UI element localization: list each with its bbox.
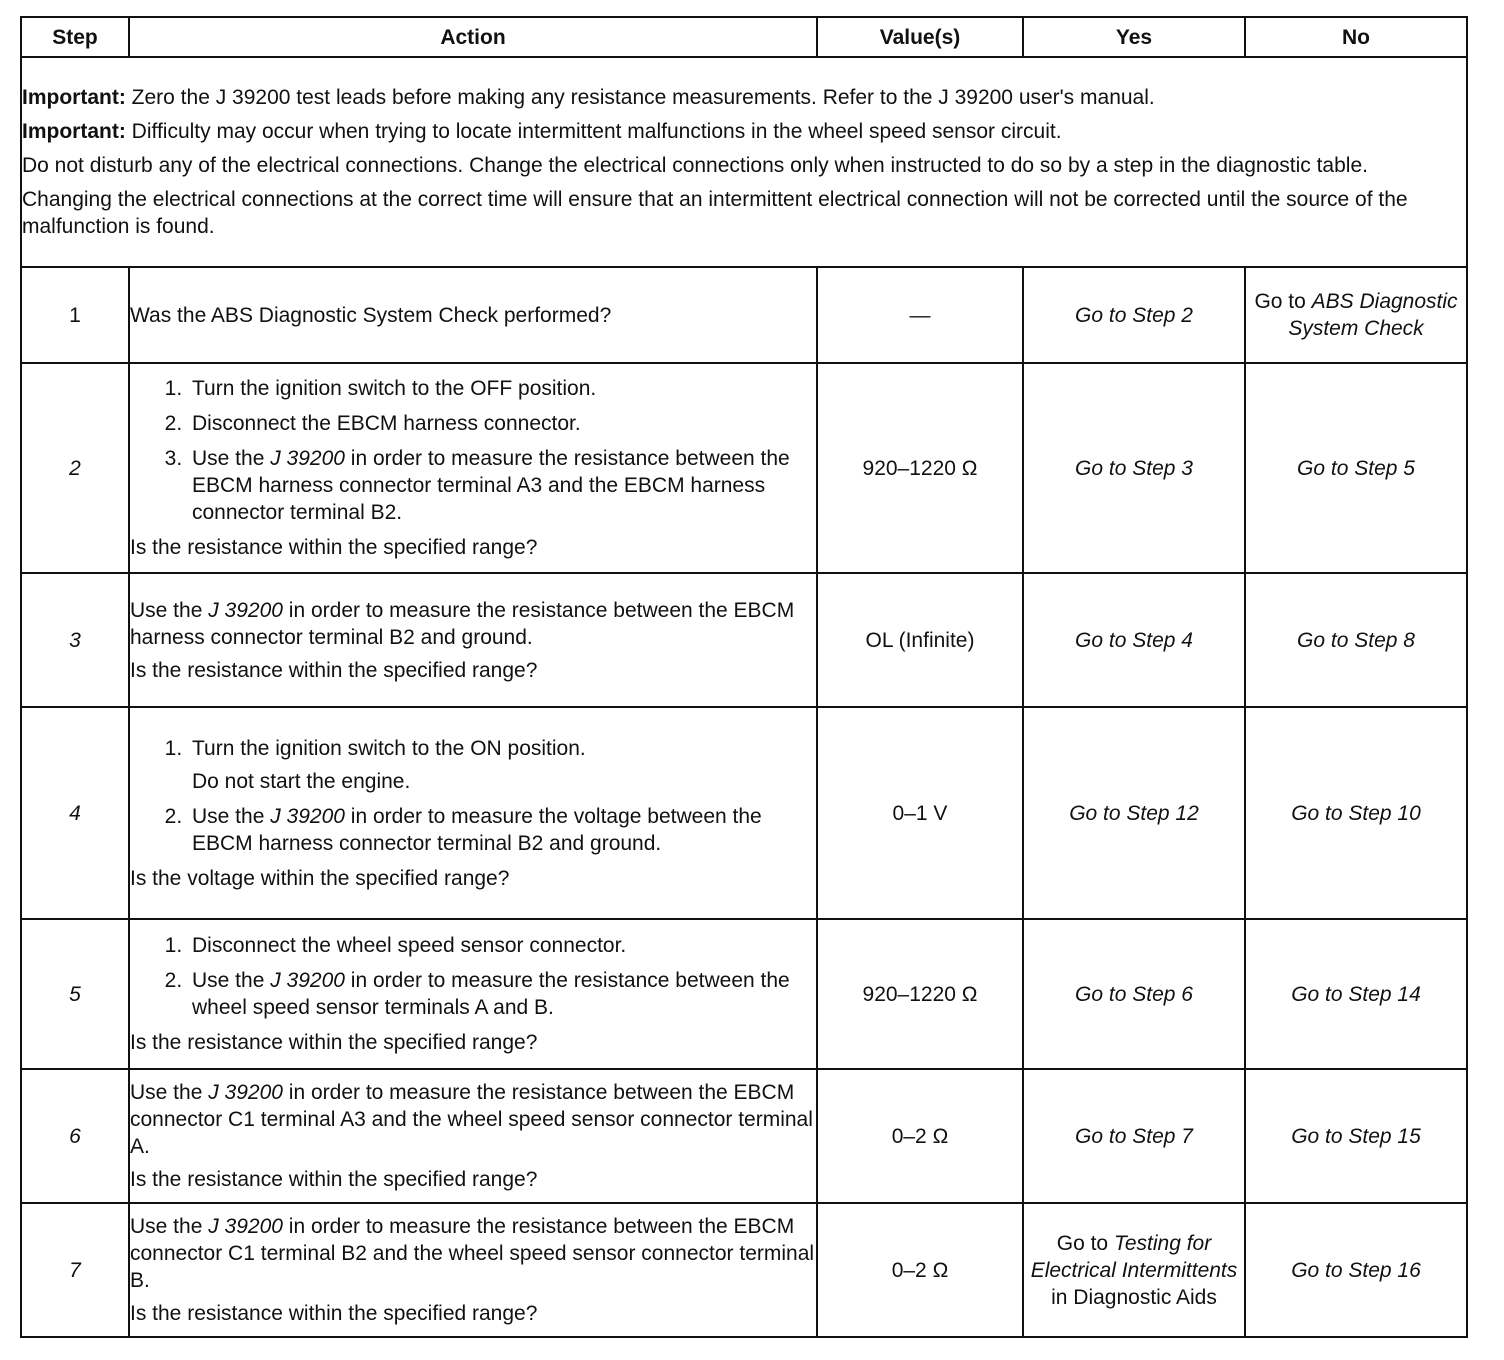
header-action: Action (129, 17, 817, 57)
note-label: Important: (22, 120, 126, 143)
action-item: 1. Disconnect the wheel speed sensor connector. (188, 932, 816, 959)
table-row (21, 363, 1467, 573)
value-cell: OL (Infinite) (817, 573, 1023, 707)
action-cell (129, 363, 817, 573)
action-post: in order to measure the resistance between the EBCM connector C1 terminal B2 and the wheel speed sensor connector terminal B. (130, 1215, 815, 1292)
action-text: Was the ABS Diagnostic System Check performed? (130, 303, 612, 327)
step-number: 3 (21, 573, 129, 707)
item-post: in order to measure the resistance between the EBCM harness connector terminal A3 and the EBCM harness connector terminal B2. (192, 447, 790, 524)
table-row (21, 1069, 1467, 1203)
action-item (188, 445, 816, 526)
step-number: 6 (21, 1069, 129, 1203)
step-number: 5 (21, 919, 129, 1069)
action-text (130, 1213, 816, 1294)
step-number: 1 (21, 267, 129, 363)
item-text: Turn the ignition switch to the ON position. (192, 736, 586, 760)
table-row (21, 267, 1467, 363)
item-pre: Use the (192, 969, 271, 992)
value-cell: — (817, 267, 1023, 363)
action-question: Is the voltage within the specified range? (130, 866, 510, 890)
action-item: 1. Turn the ignition switch to the OFF position. (188, 375, 816, 402)
item-pre: Use the (192, 447, 271, 470)
value-cell: 920–1220 Ω (817, 363, 1023, 573)
action-pre: Use the (130, 598, 209, 622)
table-row (21, 1203, 1467, 1337)
yes-cell: Go to Step 4 (1023, 573, 1245, 707)
yes-cell: Go to Step 6 (1023, 919, 1245, 1069)
action-item (188, 735, 816, 795)
notes-row (21, 57, 1467, 267)
action-cell (129, 1069, 817, 1203)
no-prefix: Go to (1254, 290, 1312, 313)
no-cell (1245, 267, 1467, 363)
value-cell: 0–2 Ω (817, 1069, 1023, 1203)
action-cell (129, 919, 817, 1069)
action-question: Is the resistance within the specified range? (130, 658, 538, 682)
header-row (21, 17, 1467, 57)
action-post: in order to measure the resistance between the EBCM harness connector terminal B2 and ground. (130, 598, 795, 649)
item-post: in order to measure the resistance between the wheel speed sensor terminals A and B. (192, 969, 790, 1019)
note-text: Zero the J 39200 test leads before making any resistance measurements. Refer to the J 39200 user's manual. (125, 86, 1155, 109)
notes-cell (21, 57, 1467, 267)
action-steps (130, 735, 816, 857)
no-cell: Go to Step 8 (1245, 573, 1467, 707)
yes-link: Testing for Electrical Intermittents (1030, 1231, 1238, 1282)
no-cell: Go to Step 15 (1245, 1069, 1467, 1203)
tool-name: J 39200 (270, 447, 345, 470)
item-subtext: Do not start the engine. (192, 769, 411, 793)
value-cell: 920–1220 Ω (817, 919, 1023, 1069)
note-label: Important: (22, 86, 126, 109)
step-number: 4 (21, 707, 129, 919)
tool-name: J 39200 (208, 598, 283, 622)
header-no: No (1245, 17, 1467, 57)
header-yes: Yes (1023, 17, 1245, 57)
action-item (188, 803, 816, 857)
item-post: in order to measure the voltage between the EBCM harness connector terminal B2 and ground. (192, 804, 762, 855)
note-do-not-disturb (22, 152, 1466, 179)
yes-cell: Go to Step 2 (1023, 267, 1245, 363)
yes-prefix: Go to (1056, 1231, 1114, 1255)
action-steps (130, 375, 816, 526)
note-text: Difficulty may occur when trying to locate intermittent malfunctions in the wheel speed sensor circuit. (125, 120, 1062, 143)
note-changing-connections (22, 186, 1466, 240)
yes-suffix: in Diagnostic Aids (1051, 1285, 1217, 1309)
diagnostic-table (20, 16, 1468, 1338)
note-text: Changing the electrical connections at the correct time will ensure that an intermittent electrical connection will not be corrected until the source of the malfunction is found. (22, 188, 1408, 238)
action-cell (129, 707, 817, 919)
yes-cell: Go to Step 3 (1023, 363, 1245, 573)
yes-cell: Go to Step 12 (1023, 707, 1245, 919)
no-cell: Go to Step 16 (1245, 1203, 1467, 1337)
action-item: 2. Disconnect the EBCM harness connector. (188, 410, 816, 437)
table-row (21, 573, 1467, 707)
action-steps (130, 932, 816, 1021)
tool-name: J 39200 (270, 969, 345, 992)
action-pre: Use the (130, 1081, 209, 1104)
tool-name: J 39200 (270, 804, 345, 828)
item-pre: Use the (192, 804, 271, 828)
action-question: Is the resistance within the specified range? (130, 1168, 538, 1191)
action-question: Is the resistance within the specified range? (130, 1031, 538, 1054)
action-cell (129, 573, 817, 707)
action-cell (129, 1203, 817, 1337)
no-link: ABS Diagnostic System Check (1288, 290, 1458, 340)
action-question: Is the resistance within the specified range? (130, 1302, 538, 1325)
header-values: Value(s) (817, 17, 1023, 57)
note-text: Do not disturb any of the electrical connections. Change the electrical connections only when instructed to do so by a step in the diagnostic table. (22, 154, 1368, 177)
step-number: 2 (21, 363, 129, 573)
note-important-zero-leads (22, 84, 1466, 111)
action-question: Is the resistance within the specified range? (130, 536, 538, 559)
value-cell: 0–1 V (817, 707, 1023, 919)
step-number: 7 (21, 1203, 129, 1337)
header-step: Step (21, 17, 129, 57)
no-cell: Go to Step 10 (1245, 707, 1467, 919)
table-row (21, 919, 1467, 1069)
note-important-intermittent (22, 118, 1466, 145)
action-pre: Use the (130, 1215, 209, 1238)
action-text (130, 1079, 816, 1160)
tool-name: J 39200 (208, 1081, 283, 1104)
action-item (188, 967, 816, 1021)
value-cell: 0–2 Ω (817, 1203, 1023, 1337)
action-cell (129, 267, 817, 363)
action-post: in order to measure the resistance between the EBCM connector C1 terminal A3 and the wheel speed sensor connector terminal A. (130, 1081, 813, 1158)
no-cell: Go to Step 5 (1245, 363, 1467, 573)
tool-name: J 39200 (208, 1215, 283, 1238)
yes-cell: Go to Step 7 (1023, 1069, 1245, 1203)
action-text (130, 597, 816, 651)
yes-cell (1023, 1203, 1245, 1337)
no-cell: Go to Step 14 (1245, 919, 1467, 1069)
table-row (21, 707, 1467, 919)
